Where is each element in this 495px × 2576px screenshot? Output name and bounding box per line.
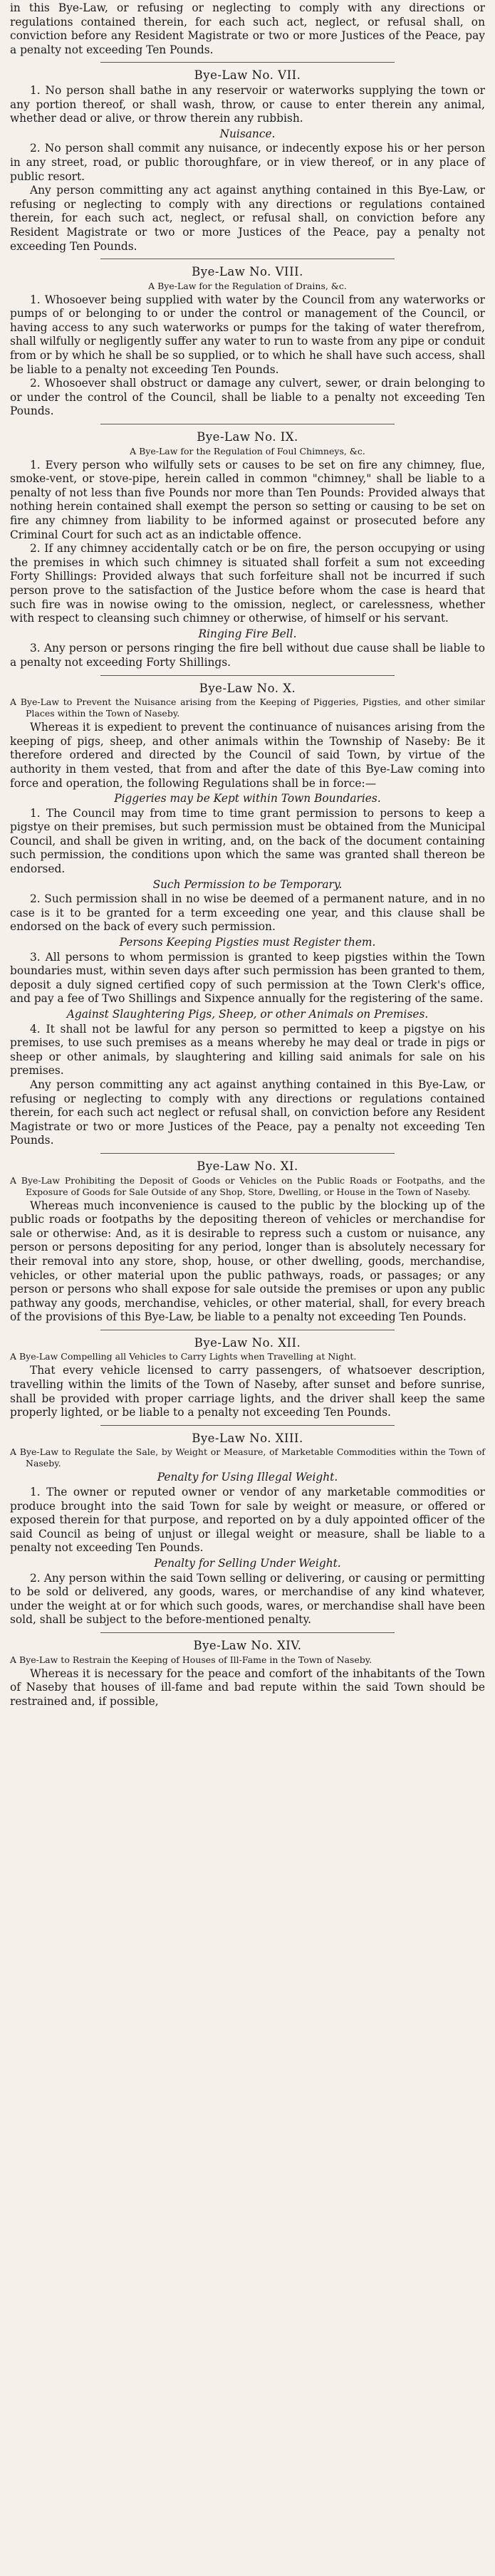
side-heading: Ringing Fire Bell. <box>198 627 297 640</box>
clause-paragraph: 2. No person shall commit any nuisance, or indecently expose his or her person in any street, road, or public thoroughfare, or in view thereof, or in any place of public resort. <box>10 142 485 183</box>
side-heading: Penalty for Selling Under Weight. <box>154 1557 341 1570</box>
clause-paragraph: 1. The owner or reputed owner or vendor of any marketable commodities or produce brought into the said Town for sale by weight or measure, or offered or exposed therein for that purpose, and reported on by a duly appointed officer of the said Council as being of unjust or illegal weight or measure, shall be liable to a penalty not exceeding Ten Pounds. <box>10 1486 485 1555</box>
bye-law-heading: Bye-Law No. VII. <box>194 68 301 83</box>
side-heading: Piggeries may be Kept within Town Boundaries. <box>114 792 381 805</box>
bye-law-heading: Bye-Law No. IX. <box>197 430 298 444</box>
bye-law-subtitle: A Bye-Law to Regulate the Sale, by Weight or Measure, of Marketable Commodities within the Town of Naseby. <box>10 1446 485 1469</box>
opening-paragraph: in this Bye-Law, or refusing or neglecting to comply with any directions or regulations contained therein, for each such act, neglect, or refusal shall, on conviction before any Resident Magistrate or two or more Justices of the Peace, pay a penalty not exceeding Ten Pounds. <box>10 1 485 56</box>
side-heading: Such Permission to be Temporary. <box>152 877 343 891</box>
clause-paragraph: 2. Whosoever shall obstruct or damage any culvert, sewer, or drain belonging to or under the control of the Council, shall be liable to a penalty not exceeding Ten Pounds. <box>10 377 485 418</box>
bye-law-heading: Bye-Law No. X. <box>199 681 296 695</box>
clause-paragraph: 1. Every person who wilfully sets or causes to be set on fire any chimney, flue, smoke-vent, or stove-pipe, herein called in common "chimney," shall be liable to a penalty of not less than five Pounds nor more than Ten Pounds: Provided always that nothing herein contained shall exempt the person so setting or causing to be set on fire any chimney from liability to be informed against or prosecuted before any Criminal Court for such act as an indictable offence. <box>10 458 485 541</box>
bye-law-heading: Bye-Law No. XII. <box>194 1335 301 1350</box>
side-heading: Penalty for Using Illegal Weight. <box>157 1471 338 1484</box>
clause-paragraph: Any person committing any act against anything contained in this Bye-Law, or refusing or neglecting to comply with any directions or regulations contained therein, for each such act, neglect, or refusal shall, on conviction before any Resident Magistrate or two or more Justices of the Peace, pay a penalty not exceeding Ten Pounds. <box>10 184 485 253</box>
clause-paragraph: 2. Such permission shall in no wise be deemed of a permanent nature, and in no case is it to be granted for a term exceeding one year, and this clause shall be endorsed on the back of every such permission. <box>10 892 485 934</box>
clause-paragraph: 3. Any person or persons ringing the fire bell without due cause shall be liable to a penalty not exceeding Forty Shillings. <box>10 642 485 669</box>
section-divider <box>100 1632 395 1633</box>
section-divider <box>100 675 395 676</box>
side-heading: Against Slaughtering Pigs, Sheep, or other Animals on Premises. <box>66 1008 429 1021</box>
bye-law-subtitle: A Bye-Law Prohibiting the Deposit of Goods or Vehicles on the Public Roads or Footpaths, and the Exposure of Goods for Sale Outside of any Shop, Store, Dwelling, or House in the Town of Naseby. <box>10 1174 485 1197</box>
clause-paragraph: 4. It shall not be lawful for any person so permitted to keep a pigstye on his premises, to use such premises as a means whereby he may deal or trade in pigs or sheep or other animals, by slaughtering and killing said animals for sale on his premises. <box>10 1022 485 1078</box>
side-heading: Nuisance. <box>219 127 276 140</box>
clause-paragraph: Whereas it is necessary for the peace and comfort of the inhabitants of the Town of Naseby that houses of ill-fame and bad repute within the said Town should be restrained and, if possible, <box>10 1667 485 1708</box>
bye-law-subtitle: A Bye-Law for the Regulation of Drains, &c. <box>148 280 347 291</box>
clause-paragraph: 1. No person shall bathe in any reservoir or waterworks supplying the town or any portion thereof, or shall wash, throw, or cause to enter therein any animal, whether dead or alive, or throw therein any rubbish. <box>10 83 485 125</box>
clause-paragraph: Any person committing any act against anything contained in this Bye-Law, or refusing or neglecting to comply with any directions or regulations contained therein, for each such act neglect or refusal shall, on conviction before any Resident Magistrate or two or more Justices of the Peace, pay a penalty not exceeding Ten Pounds. <box>10 1078 485 1147</box>
clause-paragraph: 3. All persons to whom permission is granted to keep pigsties within the Town boundaries must, within seven days after such permission has been granted to them, deposit a duly signed certified copy of such permission at the Town Clerk's office, and pay a fee of Two Shillings and Sixpence annually for the registering of the same. <box>10 950 485 1006</box>
bye-law-heading: Bye-Law No. VIII. <box>192 265 303 279</box>
clause-paragraph: That every vehicle licensed to carry passengers, of whatsoever description, travelling within the limits of the Town of Naseby, after sunset and before sunrise, shall be provided with proper carriage lights, and the driver shall keep the same properly lighted, or be liable to a penalty not exceeding Ten Pounds. <box>10 1364 485 1419</box>
clause-paragraph: Whereas it is expedient to prevent the continuance of nuisances arising from the keeping of pigs, sheep, and other animals within the Township of Naseby: Be it therefore ordered and directed by the Council of said Town, by virtue of the authority in them vested, that from and after the date of this Bye-Law coming into force and operation, the following Regulations shall be in force:— <box>10 721 485 790</box>
clause-paragraph: 2. Any person within the said Town selling or delivering, or causing or permitting to be sold or delivered, any goods, wares, or merchandise of any kind whatever, under the weight at or for which such goods, wares, or merchandise shall have been sold, shall be subject to the before-mentioned penalty. <box>10 1571 485 1627</box>
bye-law-subtitle: A Bye-Law to Restrain the Keeping of Houses of Ill-Fame in the Town of Naseby. <box>10 1654 372 1665</box>
section-divider <box>100 1425 395 1426</box>
bye-law-subtitle: A Bye-Law for the Regulation of Foul Chimneys, &c. <box>130 445 365 457</box>
bye-law-heading: Bye-Law No. XIV. <box>193 1638 302 1652</box>
clause-paragraph: Whereas much inconvenience is caused to the public by the blocking up of the public roads or footpaths by the depositing thereon of vehicles or merchandise for sale or otherwise: And, as it is desirable to repress such a custom or nuisance, any person or persons depositing for any period, longer than is absolutely necessary for their removal into any store, shop, house, or other dwelling, goods, merchandise, vehicles, or other material upon the public pathways, roads, or passages; or any person or persons who shall expose for sale outside the premises or upon any public pathway any goods, merchandise, vehicles, or other material, shall, for every breach of the provisions of this Bye-Law, be liable to a penalty not exceeding Ten Pounds. <box>10 1199 485 1324</box>
bye-law-heading: Bye-Law No. XI. <box>197 1159 298 1173</box>
bye-law-heading: Bye-Law No. XIII. <box>192 1431 303 1445</box>
clause-paragraph: 1. Whosoever being supplied with water by the Council from any waterworks or pumps of or belonging to or under the control or management of the Council, or having access to any such waterworks or pumps for the taking of water therefrom, shall wilfully or negligently suffer any water to run to waste from any pipe or conduit from or by which he shall be so supplied, or to which he shall have such access, shall be liable to a penalty not exceeding Ten Pounds. <box>10 293 485 376</box>
section-divider <box>100 1153 395 1154</box>
clause-paragraph: 2. If any chimney accidentally catch or be on fire, the person occupying or using the premises in which such chimney is situated shall forfeit a sum not exceeding Forty Shillings: Provided always that such forfeiture shall not be incurred if such person prove to the satisfaction of the Justice before whom the case is heard that such fire was in nowise owing to the omission, neglect, or carelessness, whether with respect to cleansing such chimney or otherwise, of himself or his servant. <box>10 542 485 625</box>
clause-paragraph: 1. The Council may from time to time grant permission to persons to keep a pigstye on their premises, but such permission must be obtained from the Municipal Council, and shall be given in writing, and, on the back of the document containing such permission, the conditions upon which the same was granted shall thereon be endorsed. <box>10 806 485 876</box>
section-divider <box>100 62 395 63</box>
bye-law-subtitle: A Bye-Law to Prevent the Nuisance arising from the Keeping of Piggeries, Pigsties, and other similar Places within the Town of Naseby. <box>10 697 485 719</box>
bye-law-subtitle: A Bye-Law Compelling all Vehicles to Carry Lights when Travelling at Night. <box>10 1351 357 1362</box>
side-heading: Persons Keeping Pigsties must Register them. <box>119 936 376 949</box>
